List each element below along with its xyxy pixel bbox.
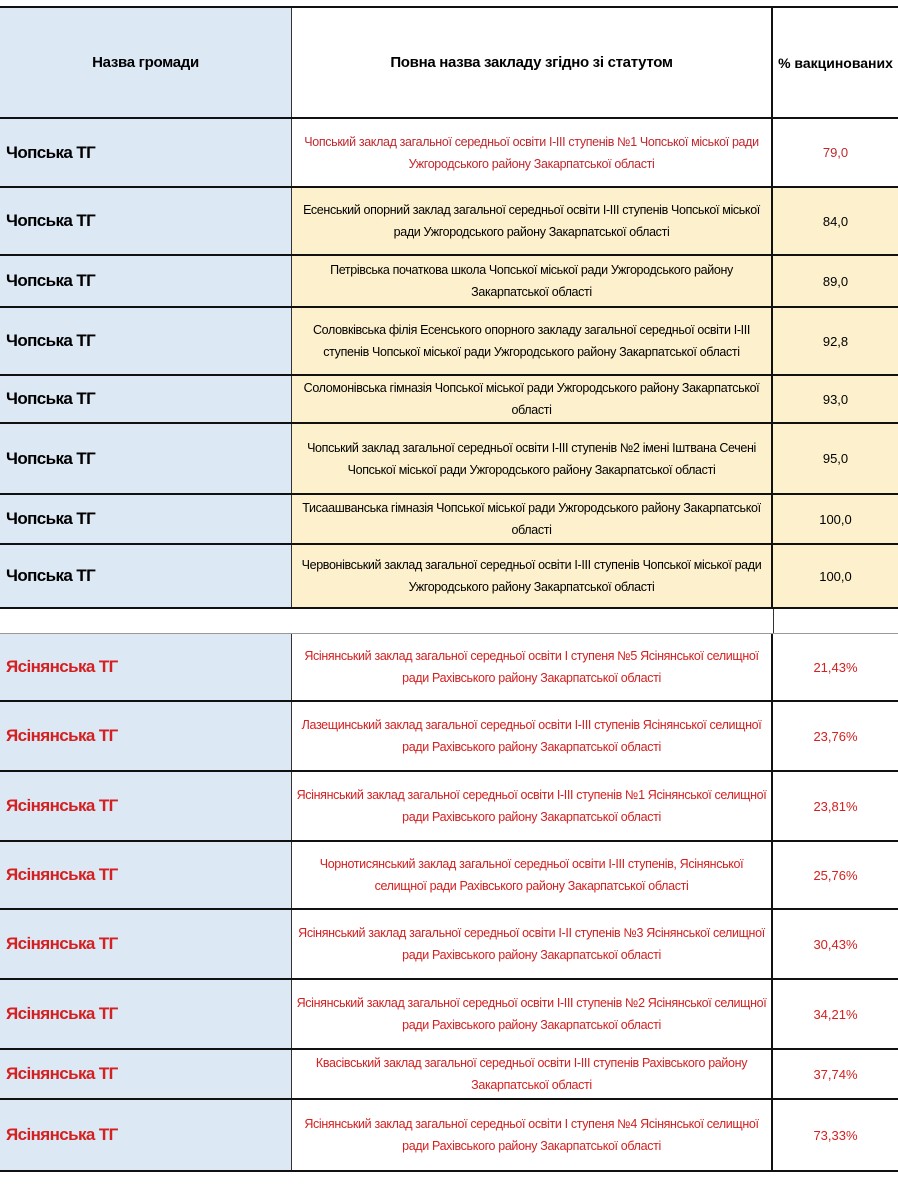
percent-cell: 100,0 xyxy=(773,545,898,607)
community-cell: Ясінянська ТГ xyxy=(0,980,292,1048)
school-cell: Чопський заклад загальної середньої освіти І-ІІІ ступенів №1 Чопської міської ради Ужгородського району Закарпатської області xyxy=(292,119,773,186)
school-cell: Чопський заклад загальної середньої освіти І-ІІІ ступенів №2 імені Іштвана Сечені Чопської міської ради Ужгородського району Закарпатської області xyxy=(292,424,773,493)
table-row xyxy=(0,980,898,1050)
table-row xyxy=(0,424,898,495)
spacer-row xyxy=(0,609,898,634)
spacer-cell xyxy=(292,609,773,633)
percent-cell: 79,0 xyxy=(822,145,849,160)
spacer-cell xyxy=(0,609,292,633)
table-row xyxy=(0,772,898,842)
percent-cell: 95,0 xyxy=(773,424,898,493)
spacer-cell xyxy=(773,609,898,633)
header-percent: % вакцинованих xyxy=(778,54,893,71)
percent-cell: 92,8 xyxy=(773,308,898,374)
table-row xyxy=(0,119,898,188)
percent-cell: 73,33% xyxy=(813,1127,858,1143)
community-cell: Ясінянська ТГ xyxy=(0,702,292,770)
table-row xyxy=(0,1100,898,1172)
table-row xyxy=(0,308,898,376)
percent-cell: 93,0 xyxy=(773,376,898,422)
percent-cell: 34,21% xyxy=(813,1006,858,1022)
community-cell: Ясінянська ТГ xyxy=(0,772,292,840)
community-cell: Ясінянська ТГ xyxy=(0,1050,292,1098)
percent-cell: 89,0 xyxy=(773,256,898,306)
vaccination-table xyxy=(0,6,898,1172)
community-cell: Чопська ТГ xyxy=(0,376,292,422)
table-row xyxy=(0,634,898,702)
table-row xyxy=(0,495,898,545)
school-cell: Есенський опорний заклад загальної середньої освіти І-ІІІ ступенів Чопської міської ради Ужгородського району Закарпатської області xyxy=(292,188,773,254)
school-cell: Чорнотисянський заклад загальної середньої освіти І-ІІІ ступенів, Ясінянської селищної ради Рахівського району Закарпатської області xyxy=(292,842,773,908)
school-cell: Ясінянський заклад загальної середньої освіти І-ІІ ступенів №3 Ясінянської селищної ради Рахівського району Закарпатської області xyxy=(292,910,773,978)
percent-cell: 21,43% xyxy=(813,659,858,675)
table-row xyxy=(0,910,898,980)
table-header xyxy=(0,8,898,119)
percent-cell: 100,0 xyxy=(773,495,898,543)
table-row xyxy=(0,188,898,256)
header-community: Назва громади xyxy=(0,8,292,117)
school-cell: Ясінянський заклад загальної середньої освіти І ступеня №5 Ясінянської селищної ради Рахівського району Закарпатської області xyxy=(292,634,773,700)
school-cell: Ясінянський заклад загальної середньої освіти І-ІІІ ступенів №1 Ясінянської селищної ради Рахівського району Закарпатської області xyxy=(292,772,773,840)
school-cell: Лазещинський заклад загальної середньої освіти І-ІІІ ступенів Ясінянської селищної ради Рахівського району Закарпатської області xyxy=(292,702,773,770)
percent-cell: 84,0 xyxy=(773,188,898,254)
community-cell: Чопська ТГ xyxy=(0,119,292,186)
school-cell: Соломонівська гімназія Чопської міської ради Ужгородського району Закарпатської області xyxy=(292,376,773,422)
school-cell: Тисаашванська гімназія Чопської міської ради Ужгородського району Закарпатської області xyxy=(292,495,773,543)
community-cell: Чопська ТГ xyxy=(0,424,292,493)
percent-cell: 23,76% xyxy=(813,728,858,744)
community-cell: Ясінянська ТГ xyxy=(0,634,292,700)
table-row xyxy=(0,256,898,308)
community-cell: Ясінянська ТГ xyxy=(0,842,292,908)
community-cell: Чопська ТГ xyxy=(0,256,292,306)
school-cell: Квасівський заклад загальної середньої освіти І-ІІІ ступенів Рахівського району Закарпатської області xyxy=(292,1050,773,1098)
school-cell: Червонівський заклад загальної середньої освіти І-ІІІ ступенів Чопської міської ради Ужгородського району Закарпатської області xyxy=(292,545,773,607)
table-row xyxy=(0,545,898,609)
table-row xyxy=(0,1050,898,1100)
school-cell: Петрівська початкова школа Чопської міської ради Ужгородського району Закарпатської області xyxy=(292,256,773,306)
community-cell: Чопська ТГ xyxy=(0,495,292,543)
school-cell: Ясінянський заклад загальної середньої освіти І-ІІІ ступенів №2 Ясінянської селищної ради Рахівського району Закарпатської області xyxy=(292,980,773,1048)
header-school: Повна назва закладу згідно зі статутом xyxy=(292,8,773,117)
table-row xyxy=(0,376,898,424)
community-cell: Ясінянська ТГ xyxy=(0,1100,292,1170)
percent-cell: 25,76% xyxy=(813,867,858,883)
community-cell: Чопська ТГ xyxy=(0,188,292,254)
school-cell: Соловківська філія Есенського опорного закладу загальної середньої освіти І-ІІІ ступенів Чопської міської ради Ужгородського району Закарпатської області xyxy=(292,308,773,374)
percent-cell: 30,43% xyxy=(813,936,858,952)
table-row xyxy=(0,702,898,772)
table-row xyxy=(0,842,898,910)
community-cell: Ясінянська ТГ xyxy=(0,910,292,978)
community-cell: Чопська ТГ xyxy=(0,545,292,607)
percent-cell: 23,81% xyxy=(813,798,858,814)
community-cell: Чопська ТГ xyxy=(0,308,292,374)
percent-cell: 37,74% xyxy=(813,1066,858,1082)
school-cell: Ясінянський заклад загальної середньої освіти І ступеня №4 Ясінянської селищної ради Рахівського району Закарпатської області xyxy=(292,1100,773,1170)
